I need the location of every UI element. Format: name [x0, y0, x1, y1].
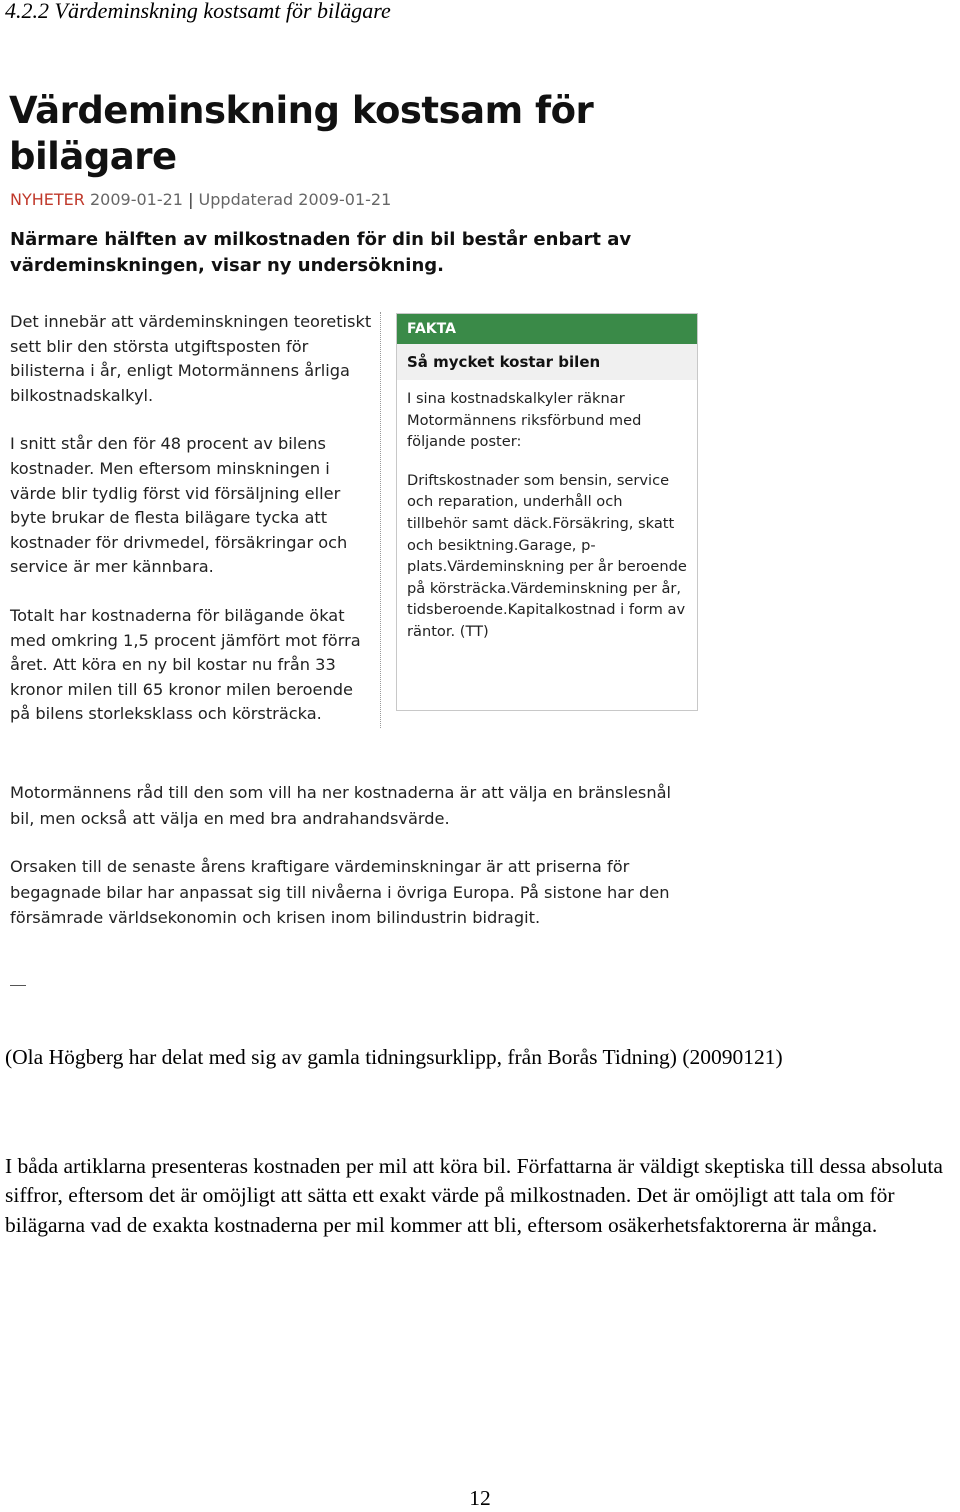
fakta-paragraph: Driftskostnader som bensin, service och reparation, underhåll och tillbehör samt däck.Försäkring, skatt och besiktning.Garage, p-plats.Värdeminskning per år beroende på körsträcka.Värdeminskning per år, tidsberoende.Kapitalkostnad i form av räntor. (TT) — [407, 471, 687, 640]
source-note: (Ola Högberg har delat med sig av gamla tidningsurklipp, från Borås Tidning) (20090121) — [5, 1045, 783, 1069]
dateline-category: NYHETER — [10, 190, 85, 209]
column-divider — [380, 312, 381, 728]
lead-paragraph: Närmare hälften av milkostnaden för din bil består enbart av värdeminskningen, visar ny undersökning. — [10, 229, 632, 276]
section-heading: 4.2.2 Värdeminskning kostsamt för bilägare — [5, 0, 391, 23]
dateline — [10, 190, 391, 210]
clipping-headline: Värdeminskning kostsam för bilägare — [9, 89, 594, 178]
newspaper-clipping — [0, 70, 710, 1000]
dateline-published: 2009-01-21 — [89, 190, 183, 209]
page-number: 12 — [469, 1486, 491, 1510]
dateline-updated: Uppdaterad 2009-01-21 — [198, 190, 392, 209]
fakta-header: FAKTA — [397, 314, 697, 344]
divider-dash — [10, 985, 26, 986]
fakta-body — [397, 380, 697, 643]
left-paragraph: I snitt står den för 48 procent av bilens kostnader. Men eftersom minskningen i värde blir tydlig först vid försäljning eller byte brukar de flesta bilägare tycka att kostnader för drivmedel, försäkringar och service är mer kännbara. — [10, 434, 348, 577]
fakta-subtitle: Så mycket kostar bilen — [397, 344, 697, 380]
left-paragraph: Totalt har kostnaderna för bilägande ökat med omkring 1,5 procent jämfört mot förra året. Att köra en ny bil kostar nu från 33 kronor milen till 65 kronor milen beroende på bilens storleksklass och körsträcka. — [10, 605, 361, 724]
fakta-box — [396, 313, 698, 711]
wide-paragraph: Motormännens råd till den som vill ha ner kostnaderna är att välja en bränslesnål bil, men också att välja en med bra andrahandsvärde. — [10, 783, 672, 828]
left-column — [10, 310, 372, 751]
dateline-separator: | — [188, 190, 194, 209]
left-paragraph: Det innebär att värdeminskningen teoretiskt sett blir den största utgiftsposten för bilisterna i år, enligt Motormännens årliga bilkostnadskalkyl. — [10, 312, 372, 405]
fakta-paragraph: I sina kostnadskalkyler räknar Motormännens riksförbund med följande poster: — [407, 390, 642, 451]
wide-paragraph: Orsaken till de senaste årens kraftigare värdeminskningar är att priserna för begagnade bilar har anpassat sig till nivåerna i övriga Europa. På sistone har den försämrade världsekonomin och krisen inom bilindustrin bidragit. — [10, 857, 670, 927]
body-paragraph: I båda artiklarna presenteras kostnaden per mil att köra bil. Författarna är väldigt skeptiska till dessa absoluta siffror, eftersom det är omöjligt att sätta ett exakt värde på milkostnaden. Det är omöjligt att tala om för bilägarna vad de exakta kostnaderna per mil kommer att bli, eftersom osäkerhetsfaktorerna är många. — [5, 1154, 943, 1237]
